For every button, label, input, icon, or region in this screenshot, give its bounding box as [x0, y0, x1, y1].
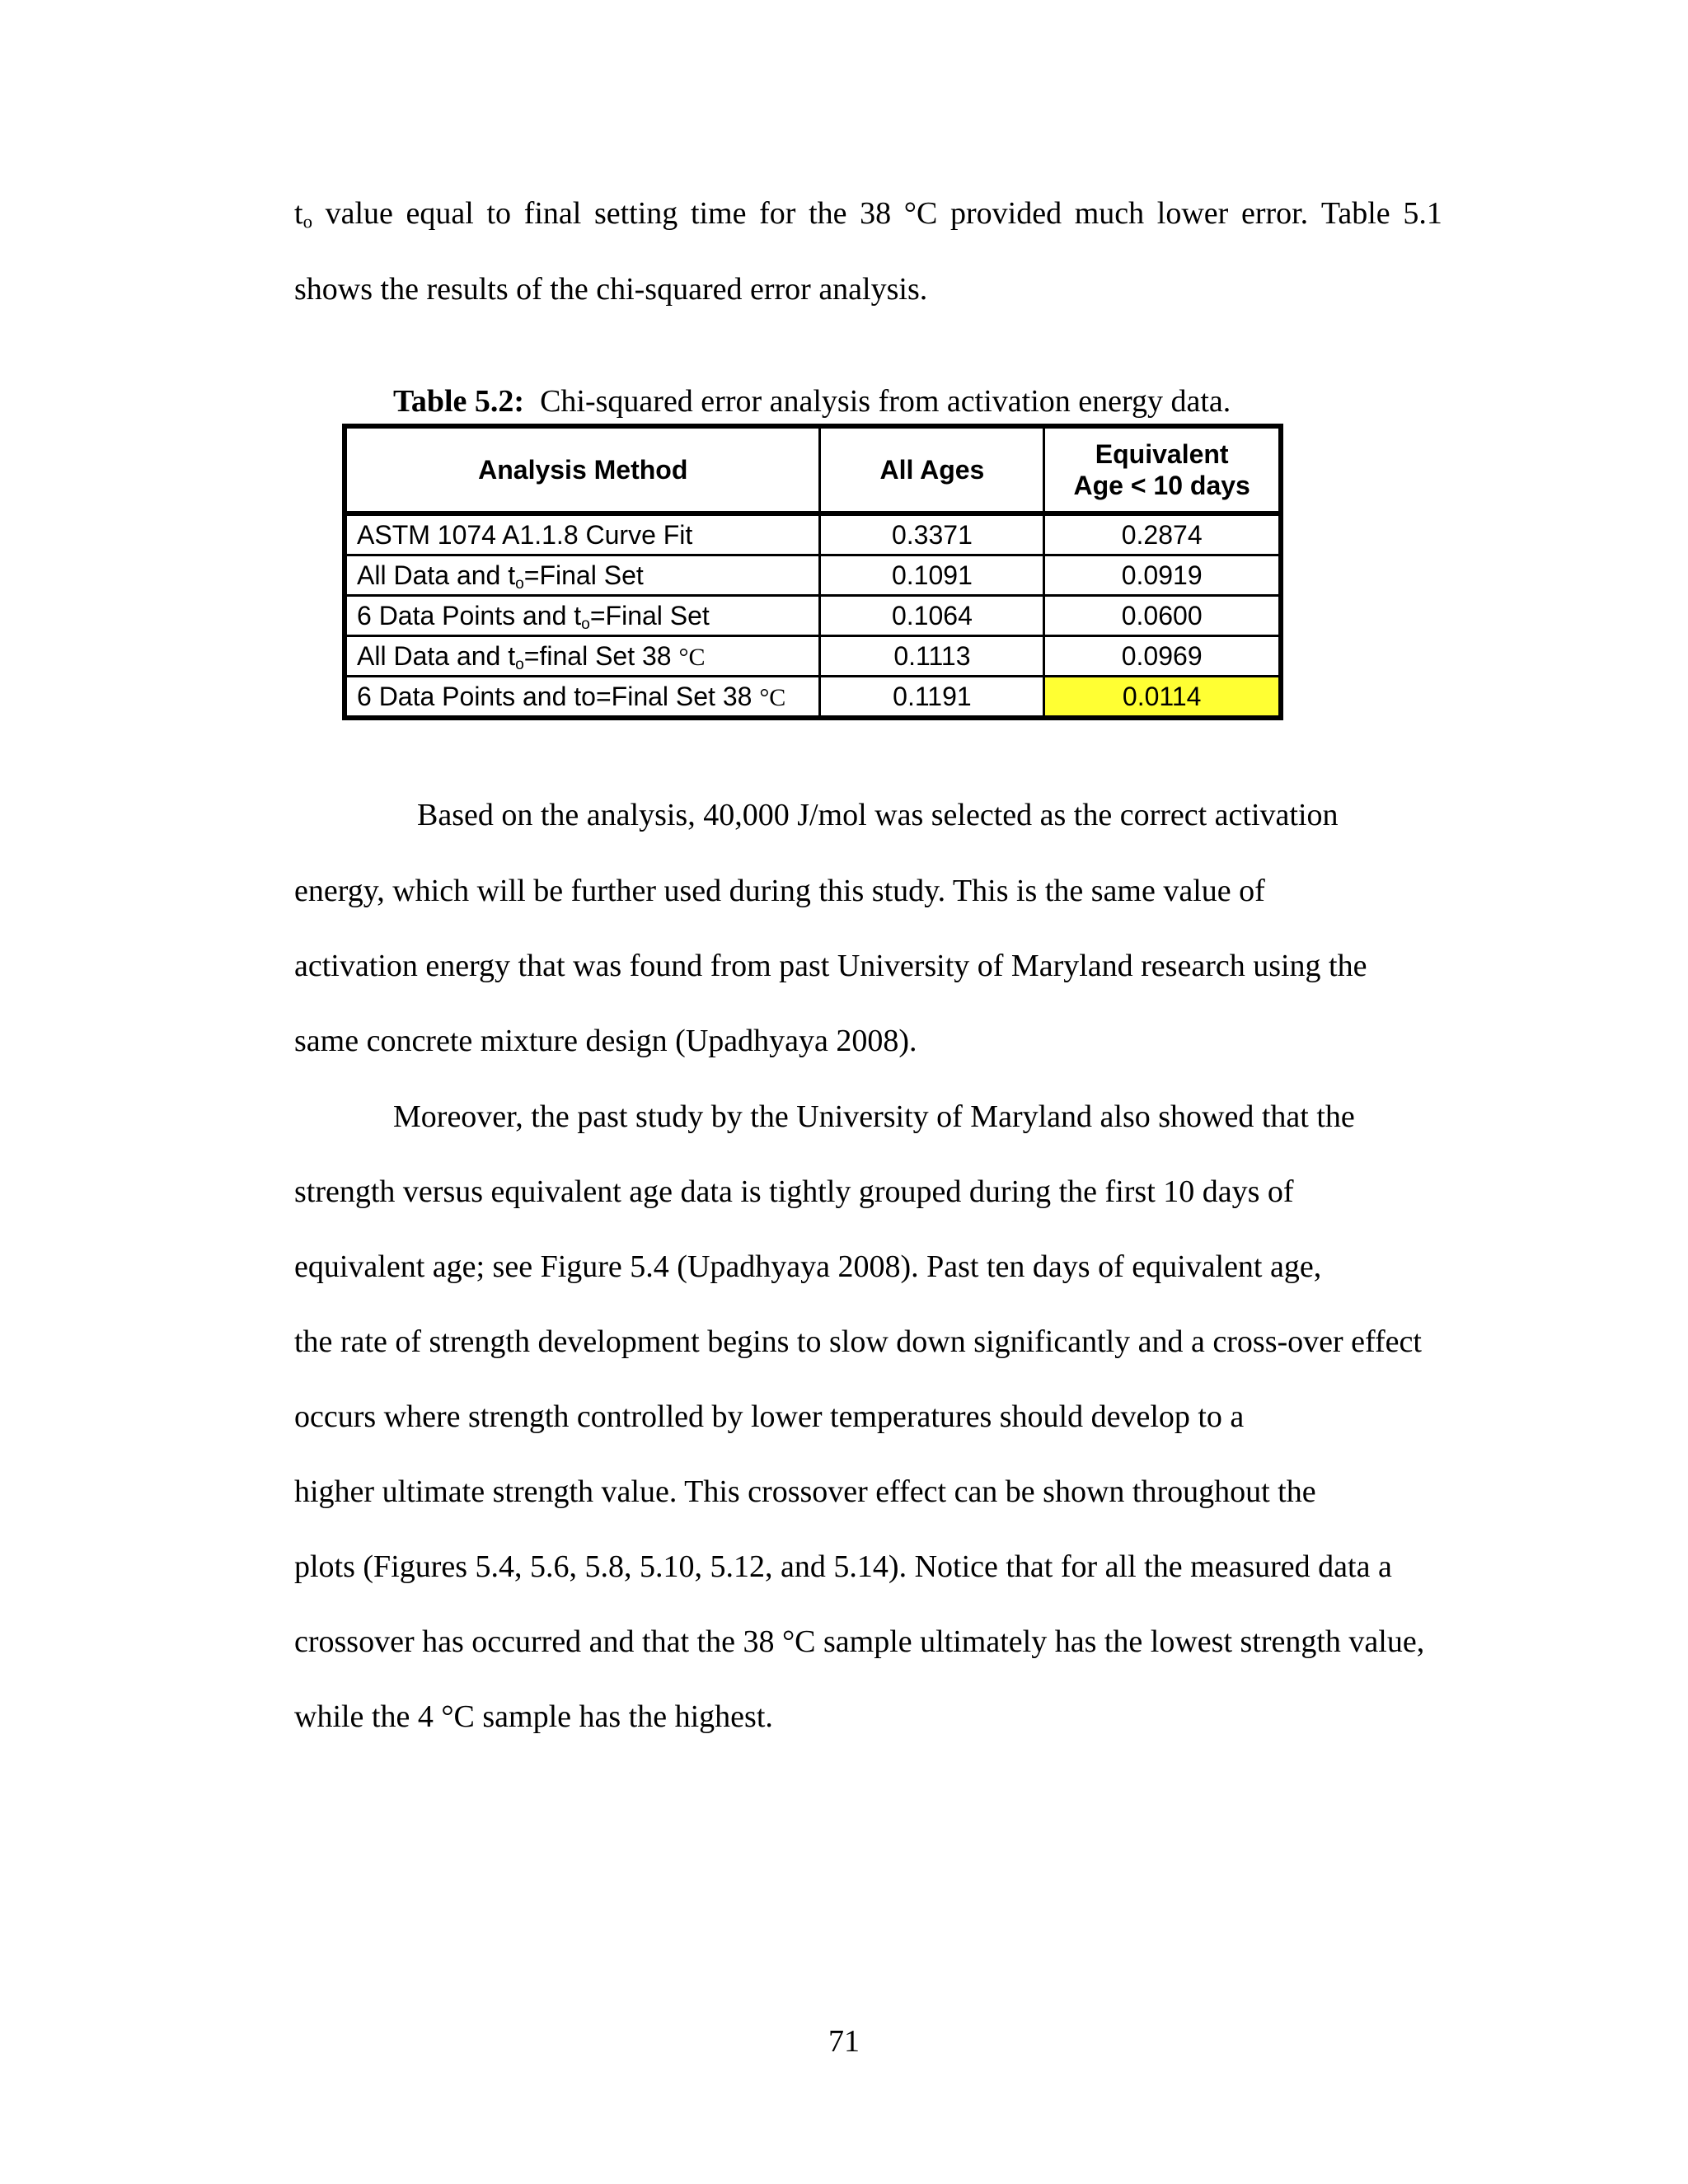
paragraph-2-line-5: occurs where strength controlled by lower temperatures should develop to a	[294, 1399, 1245, 1434]
method-cell: 6 Data Points and $t_o=Final$ Set	[345, 596, 820, 636]
top-paragraph-line-1	[294, 196, 1442, 232]
word: lower	[1156, 196, 1229, 231]
equivalent-age-cell: 0.0969	[1044, 636, 1281, 677]
header-equivalent-age	[1044, 426, 1281, 513]
paragraph-2-line-4: the rate of strength development begins to slow down significantly and a cross-over effect	[294, 1324, 1422, 1359]
method-cell: ASTM 1074 A1.1.8 Curve Fit	[345, 513, 820, 555]
page-number: 71	[828, 2024, 860, 2059]
word: time	[690, 196, 747, 231]
word: °C	[903, 196, 938, 231]
word: 5.1	[1403, 196, 1442, 231]
all-ages-cell: 0.1064	[820, 596, 1044, 636]
paragraph-2-line-6: higher ultimate strength value. This crossover effect can be shown throughout the	[294, 1474, 1316, 1509]
header-equivalent-line-1: Equivalent	[1095, 439, 1229, 469]
word: setting	[593, 196, 678, 231]
word: final	[523, 196, 582, 231]
equivalent-age-cell: 0.0600	[1044, 596, 1281, 636]
word: much	[1074, 196, 1145, 231]
table-row	[345, 513, 1281, 555]
table-row	[345, 596, 1281, 636]
chi-squared-table	[342, 424, 1283, 720]
paragraph-2-line-3: equivalent age; see Figure 5.4 (Upadhyaya 2008). Past ten days of equivalent age,	[294, 1249, 1322, 1284]
paragraph-1-line-1: Based on the analysis, 40,000 J/mol was selected as the correct activation	[417, 798, 1339, 832]
paragraph-1-line-2: energy, which will be further used during this study. This is the same value of	[294, 874, 1265, 908]
method-cell: All Data and $t_o=final$ Set 38 °C	[345, 636, 820, 677]
equivalent-age-cell: 0.2874	[1044, 513, 1281, 555]
all-ages-cell: 0.1191	[820, 677, 1044, 719]
word-t-sub: $t_o$	[294, 196, 312, 232]
table-caption-text: Chi-squared error analysis from activation energy data.	[540, 384, 1231, 419]
header-equivalent-line-2: Age < 10 days	[1073, 471, 1250, 500]
word: the	[809, 196, 847, 231]
paragraph-1-line-3: activation energy that was found from past University of Maryland research using the	[294, 949, 1367, 983]
table-header-row	[345, 426, 1281, 513]
word: error.	[1240, 196, 1309, 231]
table-row	[345, 555, 1281, 596]
paragraph-2-line-1: Moreover, the past study by the University of Maryland also showed that the	[393, 1099, 1355, 1134]
equivalent-age-cell-highlighted: 0.0114	[1044, 677, 1281, 719]
all-ages-cell: 0.3371	[820, 513, 1044, 555]
header-all-ages: All Ages	[820, 426, 1044, 513]
word: 38	[860, 196, 892, 231]
word: provided	[950, 196, 1062, 231]
paragraph-2-line-8: crossover has occurred and that the 38 °C sample ultimately has the lowest strength value,	[294, 1624, 1425, 1659]
equivalent-age-cell: 0.0919	[1044, 555, 1281, 596]
method-cell: All Data and $t_o=Final$ Set	[345, 555, 820, 596]
top-paragraph-line-2: shows the results of the chi-squared error analysis.	[294, 272, 928, 307]
table-row	[345, 636, 1281, 677]
table-row	[345, 677, 1281, 719]
word: for	[759, 196, 796, 231]
word: to	[486, 196, 512, 231]
all-ages-cell: 0.1113	[820, 636, 1044, 677]
paragraph-2-line-9: while the 4 °C sample has the highest.	[294, 1699, 773, 1734]
word: equal	[406, 196, 474, 231]
paragraph-1-line-4: same concrete mixture design (Upadhyaya 2008).	[294, 1024, 917, 1058]
word: value	[325, 196, 393, 231]
paragraph-2-line-7: plots (Figures 5.4, 5.6, 5.8, 5.10, 5.12, and 5.14). Notice that for all the measured data a	[294, 1549, 1392, 1584]
header-analysis-method: Analysis Method	[345, 426, 820, 513]
paragraph-2-line-2: strength versus equivalent age data is tightly grouped during the first 10 days of	[294, 1174, 1294, 1209]
method-cell: 6 Data Points and to=Final Set 38 °C	[345, 677, 820, 719]
table-caption-label: Table 5.2:	[393, 384, 525, 419]
all-ages-cell: 0.1091	[820, 555, 1044, 596]
table-caption	[393, 386, 1231, 417]
word: Table	[1320, 196, 1390, 231]
